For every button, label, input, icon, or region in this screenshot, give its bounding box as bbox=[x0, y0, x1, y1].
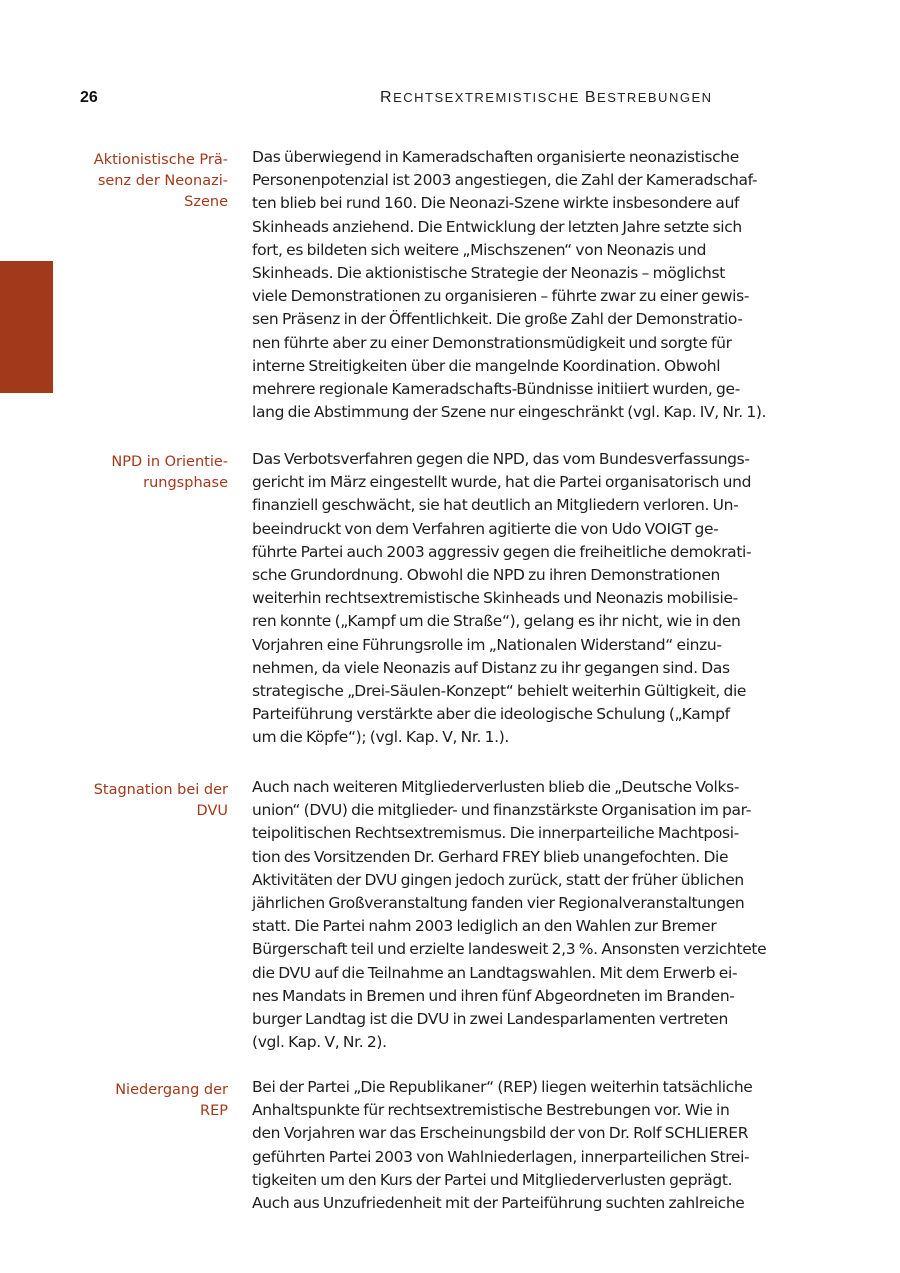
running-head-text: RECHTSEXTREMISTISCHE BESTREBUNGEN bbox=[380, 89, 713, 106]
margin-note: Niedergang der REP bbox=[115, 1082, 228, 1119]
paragraph: Das Verbotsverfahren gegen die NPD, das vom Bundesverfassungs- gericht im März eingestellt wurde, hat die Partei organisatorisch und finanziell geschwächt, sie hat deutlich an Mitgliedern verloren. Un- beeindruckt von dem Verfahren agitierte die von Udo VOIGT ge- führte Partei auch 2003 aggressiv gegen die freiheitliche demokrati- sche Grundordnung. Obwohl die NPD zu ihren Demonstrationen weiterhin rechtsextremistische Skinheads und Neonazis mobilisie- ren konnte („Kampf um die Straße“), gelang es ihr nicht, wie in den Vorjahren eine Führungsrolle im „Nationalen Widerstand“ einzu- nehmen, da viele Neonazis auf Distanz zu ihr gegangen sind. Das strategische „Drei-Säulen-Konzept“ behielt weiterhin Gültigkeit, die Parteiführung verstärkte aber die ideologische Schulung („Kampf um die Köpfe“); (vgl. Kap. V, Nr. 1.). bbox=[252, 450, 752, 747]
margin-note: Aktionistische Prä- senz der Neonazi- Szene bbox=[93, 152, 228, 210]
paragraph: Bei der Partei „Die Republikaner“ (REP) liegen weiterhin tatsächliche Anhaltspunkte für rechtsextremistische Bestrebungen vor. Wie in den Vorjahren war das Erscheinungsbild der von Dr. Rolf SCHLIERER geführten Partei 2003 von Wahlniederlagen, innerparteilichen Strei- tigkeiten um den Kurs der Partei und Mitgliederverlusten geprägt. Auch aus Unzufriedenheit mit der Parteiführung suchten zahlreiche bbox=[252, 1078, 753, 1213]
paragraph: Das überwiegend in Kameradschaften organisierte neonazistische Personenpotenzial ist 2003 angestiegen, die Zahl der Kameradschaf- ten blieb bei rund 160. Die Neonazi-Szene wirkte insbesondere auf Skinheads anziehend. Die Entwicklung der letzten Jahre setzte sich fort, es bildeten sich weitere „Mischszenen“ von Neonazis und Skinheads. Die aktionistische Strategie der Neonazis – möglichst viele Demonstrationen zu organisieren – führte zwar zu einer gewis- sen Präsenz in der Öffentlichkeit. Die große Zahl der Demonstratio- nen führte aber zu einer Demonstrationsmüdigkeit und sorgte für interne Streitigkeiten über die mangelnde Koordination. Obwohl mehrere regionale Kameradschafts-Bündnisse initiiert wurden, ge- lang die Abstimmung der Szene nur eingeschränkt (vgl. Kap. IV, Nr. 1). bbox=[252, 148, 767, 422]
chapter-side-marker bbox=[0, 261, 53, 393]
page-number: 26 bbox=[80, 89, 98, 106]
running-head bbox=[380, 89, 713, 107]
paragraph: Auch nach weiteren Mitgliederverlusten blieb die „Deutsche Volks- union“ (DVU) die mitglieder- und finanzstärkste Organisation im par- teipolitischen Rechtsextremismus. Die innerparteiliche Machtposi- tion des Vorsitzenden Dr. Gerhard FREY blieb unangefochten. Die Aktivitäten der DVU gingen jedoch zurück, statt der früher üblichen jährlichen Großveranstaltung fanden vier Regionalveranstaltungen statt. Die Partei nahm 2003 lediglich an den Wahlen zur Bremer Bürgerschaft teil und erzielte landesweit 2,3 %. Ansonsten verzichtete die DVU auf die Teilnahme an Landtagswahlen. Mit dem Erwerb ei- nes Mandats in Bremen und ihren fünf Abgeordneten im Branden- burger Landtag ist die DVU in zwei Landesparlamenten vertreten (vgl. Kap. V, Nr. 2). bbox=[252, 778, 767, 1052]
margin-note: NPD in Orientie- rungsphase bbox=[111, 454, 228, 491]
margin-note: Stagnation bei der DVU bbox=[93, 782, 228, 819]
